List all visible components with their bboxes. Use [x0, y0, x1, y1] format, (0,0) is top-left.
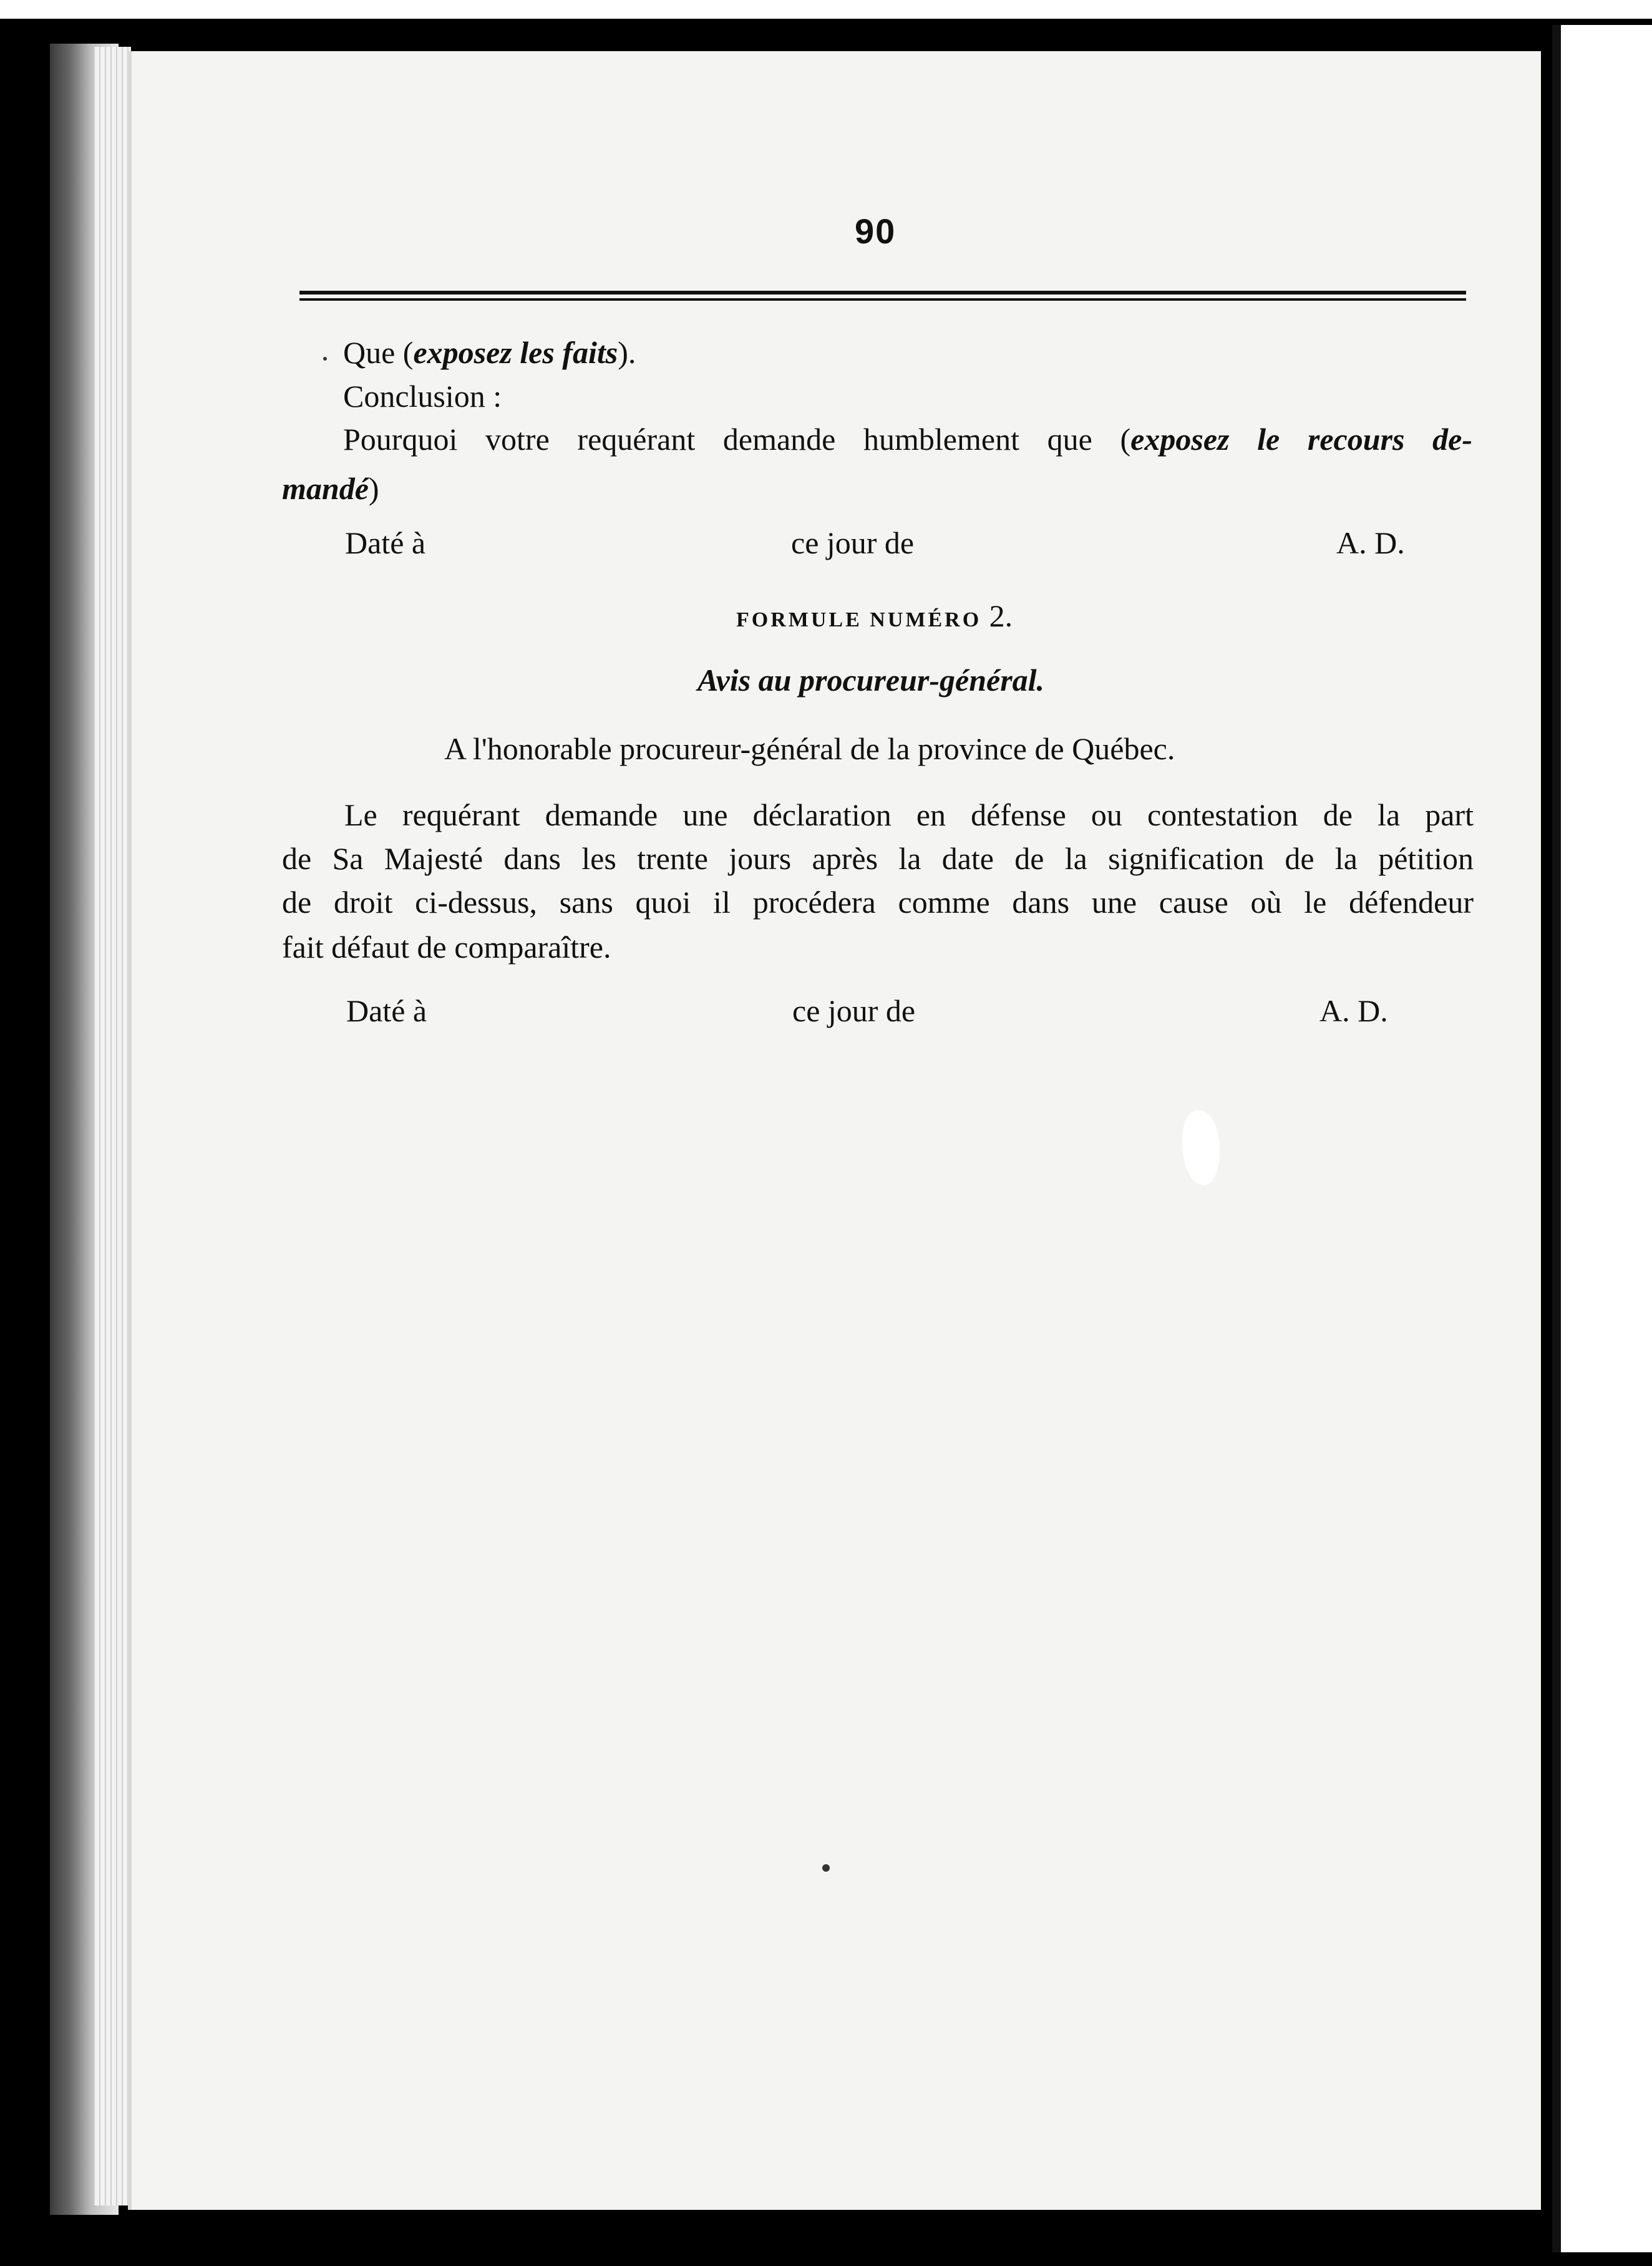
date-label-2: Daté à	[346, 993, 427, 1028]
formule-number: 2.	[989, 598, 1013, 633]
paragraph-line-3: de droit ci-dessus, sans quoi il procédera comme dans une cause où le défendeur	[282, 885, 1474, 920]
date-label-1: Daté à	[345, 525, 426, 560]
formule-heading	[736, 598, 1013, 634]
que-line	[343, 331, 636, 374]
scan-frame-right	[1552, 25, 1652, 2252]
ink-speck	[822, 1864, 830, 1872]
formule-label: FORMULE NUMÉRO	[736, 608, 982, 631]
ad-label-2: A. D.	[1319, 993, 1388, 1028]
ink-speck	[323, 357, 327, 361]
que-suffix: ).	[618, 335, 636, 370]
pourquoi-text: Pourquoi votre requérant demande humblement que (	[343, 422, 1131, 457]
book-page	[128, 51, 1541, 2210]
pourquoi-line-1	[343, 417, 1472, 462]
paragraph-line-4: fait défaut de comparaître.	[282, 930, 611, 965]
header-rule	[299, 291, 1466, 301]
paragraph-line-1: Le requérant demande une déclaration en défense ou contestation de la part	[344, 797, 1474, 832]
pourquoi-suffix: )	[368, 471, 379, 506]
formule-title: Avis au procureur-général.	[697, 663, 1045, 698]
page-edges	[94, 47, 131, 2205]
paragraph-line-2: de Sa Majesté dans les trente jours après la date de la signification de la pétition	[282, 841, 1474, 876]
pourquoi-line-2	[282, 467, 379, 510]
conclusion-line: Conclusion :	[343, 379, 502, 414]
address-line: A l'honorable procureur-général de la province de Québec.	[444, 731, 1175, 766]
page-number: 90	[855, 212, 896, 251]
jour-label-2: ce jour de	[792, 993, 916, 1028]
pourquoi-italic: exposez le recours de-	[1130, 422, 1472, 457]
scan-frame-top	[0, 0, 1652, 19]
que-italic: exposez les faits	[413, 335, 618, 370]
pourquoi-italic-2: mandé	[282, 471, 369, 506]
ad-label-1: A. D.	[1336, 525, 1405, 560]
que-text: Que (	[343, 335, 414, 370]
jour-label-1: ce jour de	[791, 525, 915, 560]
